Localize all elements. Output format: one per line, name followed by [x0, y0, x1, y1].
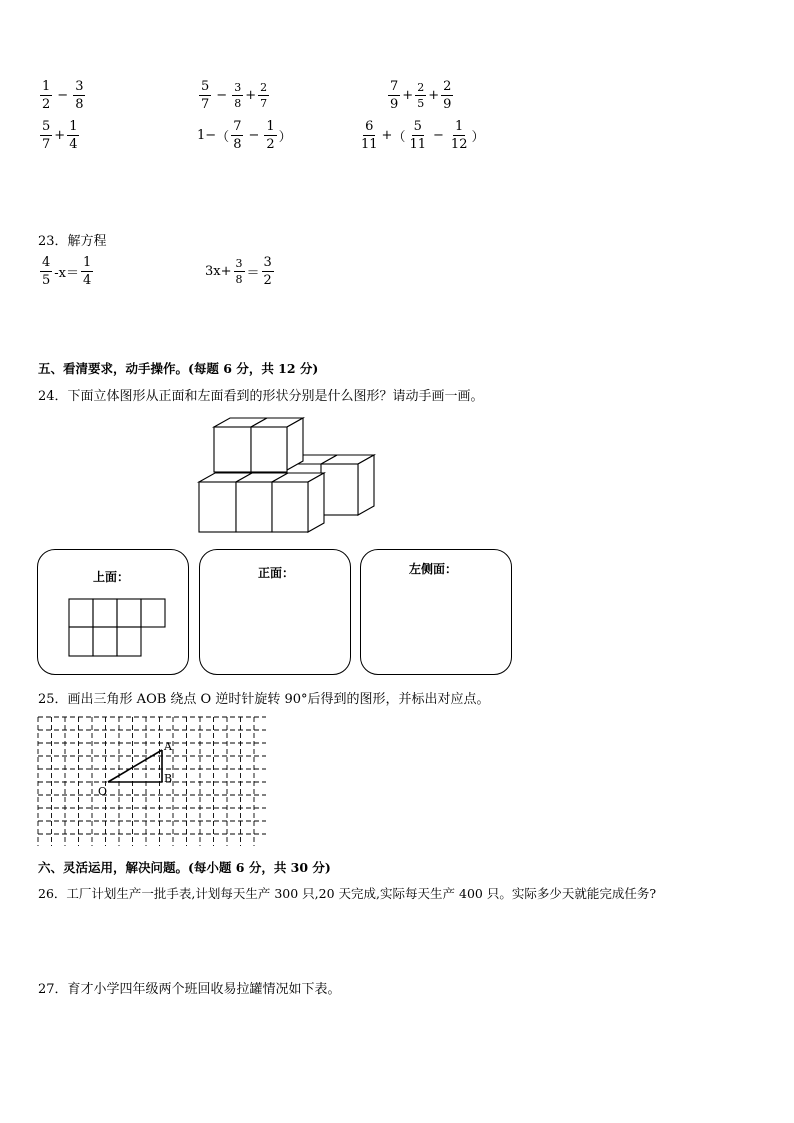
equation-1: $\frac{4}{5}$ -x＝ $\frac{1}{4}$ [42, 255, 92, 288]
front-view-box [199, 549, 351, 675]
top-view-grid [68, 598, 168, 660]
top-view-label: 上面： [93, 570, 130, 584]
question-23-title: 23．解方程 [38, 234, 107, 249]
point-a-label: A [164, 740, 172, 753]
question-24-title: 24．下面立体图形从正面和左面看到的形状分别是什么图形？请动手画一画。 [38, 389, 484, 404]
calc-expr-5: 1− （ $\frac{7}{8}$ − $\frac{1}{2}$ ） [197, 119, 292, 152]
front-view-label: 正面： [258, 566, 295, 580]
calc-expr-4: $\frac{5}{7}$ + $\frac{1}{4}$ [42, 119, 78, 152]
calc-expr-3: $\frac{7}{9}$ + $\frac{2}{5}$ + $\frac{2}{9}$ [390, 79, 452, 112]
left-view-box [360, 549, 512, 675]
calc-expr-1: $\frac{1}{2}$ − $\frac{3}{8}$ [42, 79, 84, 112]
section-5-title: 五、看清要求，动手操作。(每题 6 分，共 12 分) [38, 361, 319, 376]
cube-stack-figure [196, 410, 378, 536]
question-25-title: 25．画出三角形 AOB 绕点 O 逆时针旋转 90°后得到的图形，并标出对应点。 [38, 692, 490, 707]
rotation-grid [37, 716, 269, 848]
calc-expr-6: $\frac{6}{11}$ + （ $\frac{5}{11}$ − $\frac{1}{12}$ ） [361, 119, 485, 152]
top-view-box [37, 549, 189, 675]
calc-expr-2: $\frac{5}{7}$ − $\frac{3}{8}$ + $\frac{2}{7}$ [201, 79, 268, 112]
question-26-text: 26．工厂计划生产一批手表,计划每天生产 300 只,20 天完成,实际每天生产 400 只。实际多少天就能完成任务? [38, 886, 657, 901]
left-view-label: 左侧面： [409, 562, 458, 576]
question-27-text: 27．育才小学四年级两个班回收易拉罐情况如下表。 [38, 982, 341, 997]
section-6-title: 六、灵活运用，解决问题。(每小题 6 分，共 30 分) [38, 860, 331, 875]
equation-2: 3x+ $\frac{3}{8}$ ＝ $\frac{3}{2}$ [205, 255, 272, 288]
point-b-label: B [164, 772, 173, 785]
point-o-label: O [98, 785, 108, 798]
